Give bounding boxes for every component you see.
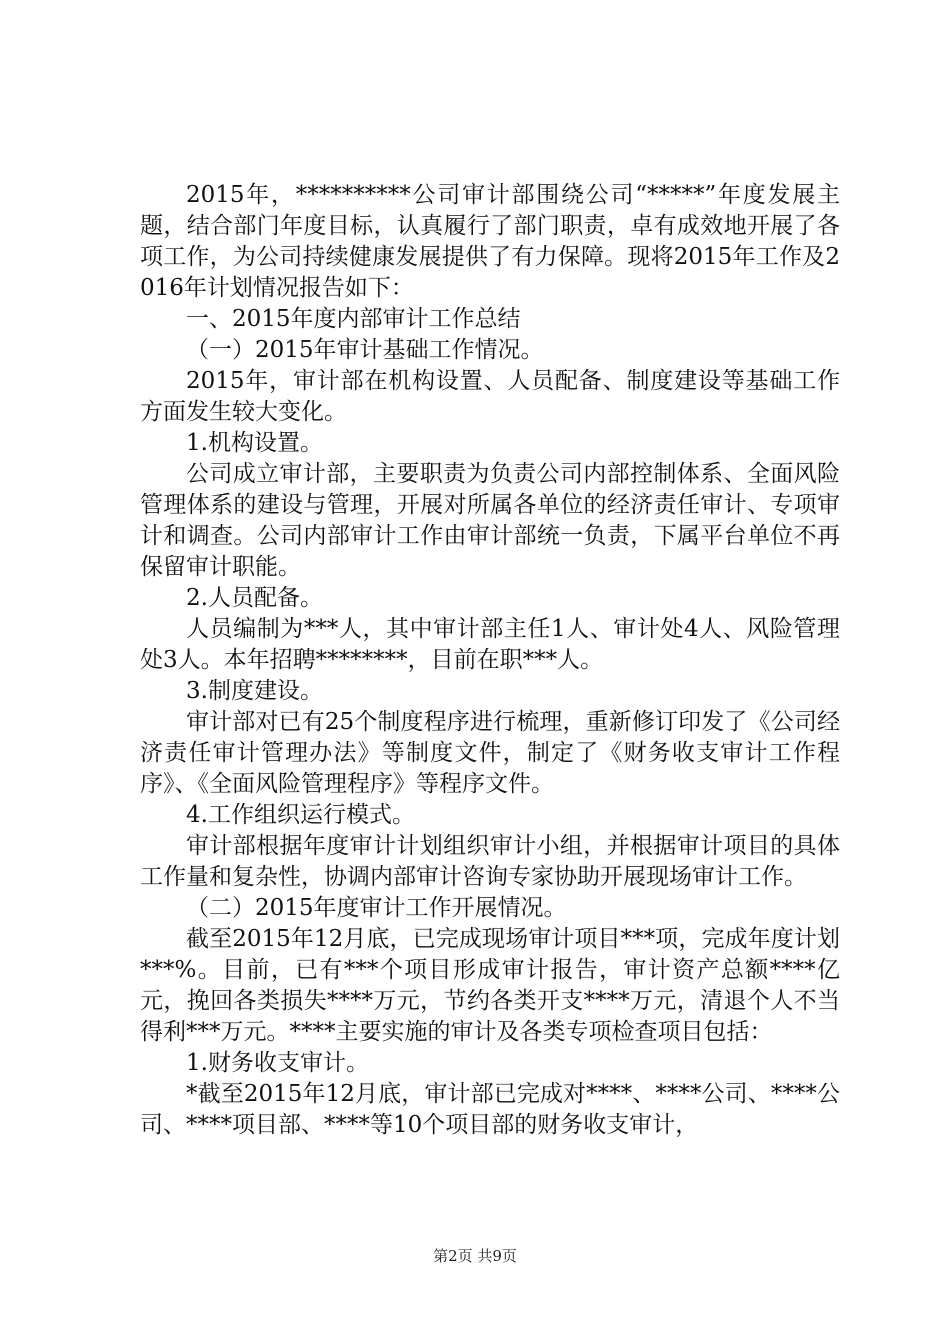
subsection-heading-2: （二）2015年度审计工作开展情况。 — [186, 895, 567, 921]
paragraph-progress: 截至2015年12月底，已完成现场审计项目***项，完成年度计划***%。目前，已有***个项目形成审计报告，审计资产总额****亿元，挽回各类损失****万元，节约各类开支****万元，清退个人不当得利***万元。****主要实施的审计及各类专项检查项目包括： — [140, 926, 840, 1045]
paragraph-org: 公司成立审计部，主要职责为负责公司内部控制体系、全面风险管理体系的建设与管理，开展对所属各单位的经济责任审计、专项审计和调查。公司内部审计工作由审计部统一负责，下属平台单位不再保留审计职能。 — [140, 461, 840, 580]
item-heading-finance: 1.财务收支审计。 — [186, 1050, 369, 1076]
paragraph-staff: 人员编制为***人，其中审计部主任1人、审计处4人、风险管理处3人。本年招聘********，目前在职***人。 — [140, 616, 840, 673]
document-body — [140, 180, 840, 1141]
item-heading-mode: 4.工作组织运行模式。 — [186, 802, 415, 828]
paragraph-rules: 审计部对已有25个制度程序进行梳理，重新修订印发了《公司经济责任审计管理办法》等制度文件，制定了《财务收支审计工作程序》、《全面风险管理程序》等程序文件。 — [140, 709, 840, 797]
paragraph-finance: *截至2015年12月底，审计部已完成对****、****公司、****公司、****项目部、****等10个项目部的财务收支审计， — [140, 1081, 840, 1138]
item-heading-staff: 2.人员配备。 — [186, 585, 323, 611]
item-heading-org: 1.机构设置。 — [186, 430, 323, 456]
paragraph-mode: 审计部根据年度审计计划组织审计小组，并根据审计项目的具体工作量和复杂性，协调内部审计咨询专家协助开展现场审计工作。 — [140, 833, 840, 890]
item-heading-rules: 3.制度建设。 — [186, 678, 323, 704]
section-heading-1: 一、2015年度内部审计工作总结 — [186, 306, 521, 332]
paragraph-basic-work: 2015年，审计部在机构设置、人员配备、制度建设等基础工作方面发生较大变化。 — [140, 368, 840, 425]
page-number-footer: 第2页 共9页 — [433, 1247, 517, 1265]
paragraph-intro: 2015年，**********公司审计部围绕公司“*****”年度发展主题，结合部门年度目标，认真履行了部门职责，卓有成效地开展了各项工作，为公司持续健康发展提供了有力保障。现将2015年工作及2016年计划情况报告如下： — [140, 182, 840, 301]
subsection-heading-1: （一）2015年审计基础工作情况。 — [186, 337, 544, 363]
